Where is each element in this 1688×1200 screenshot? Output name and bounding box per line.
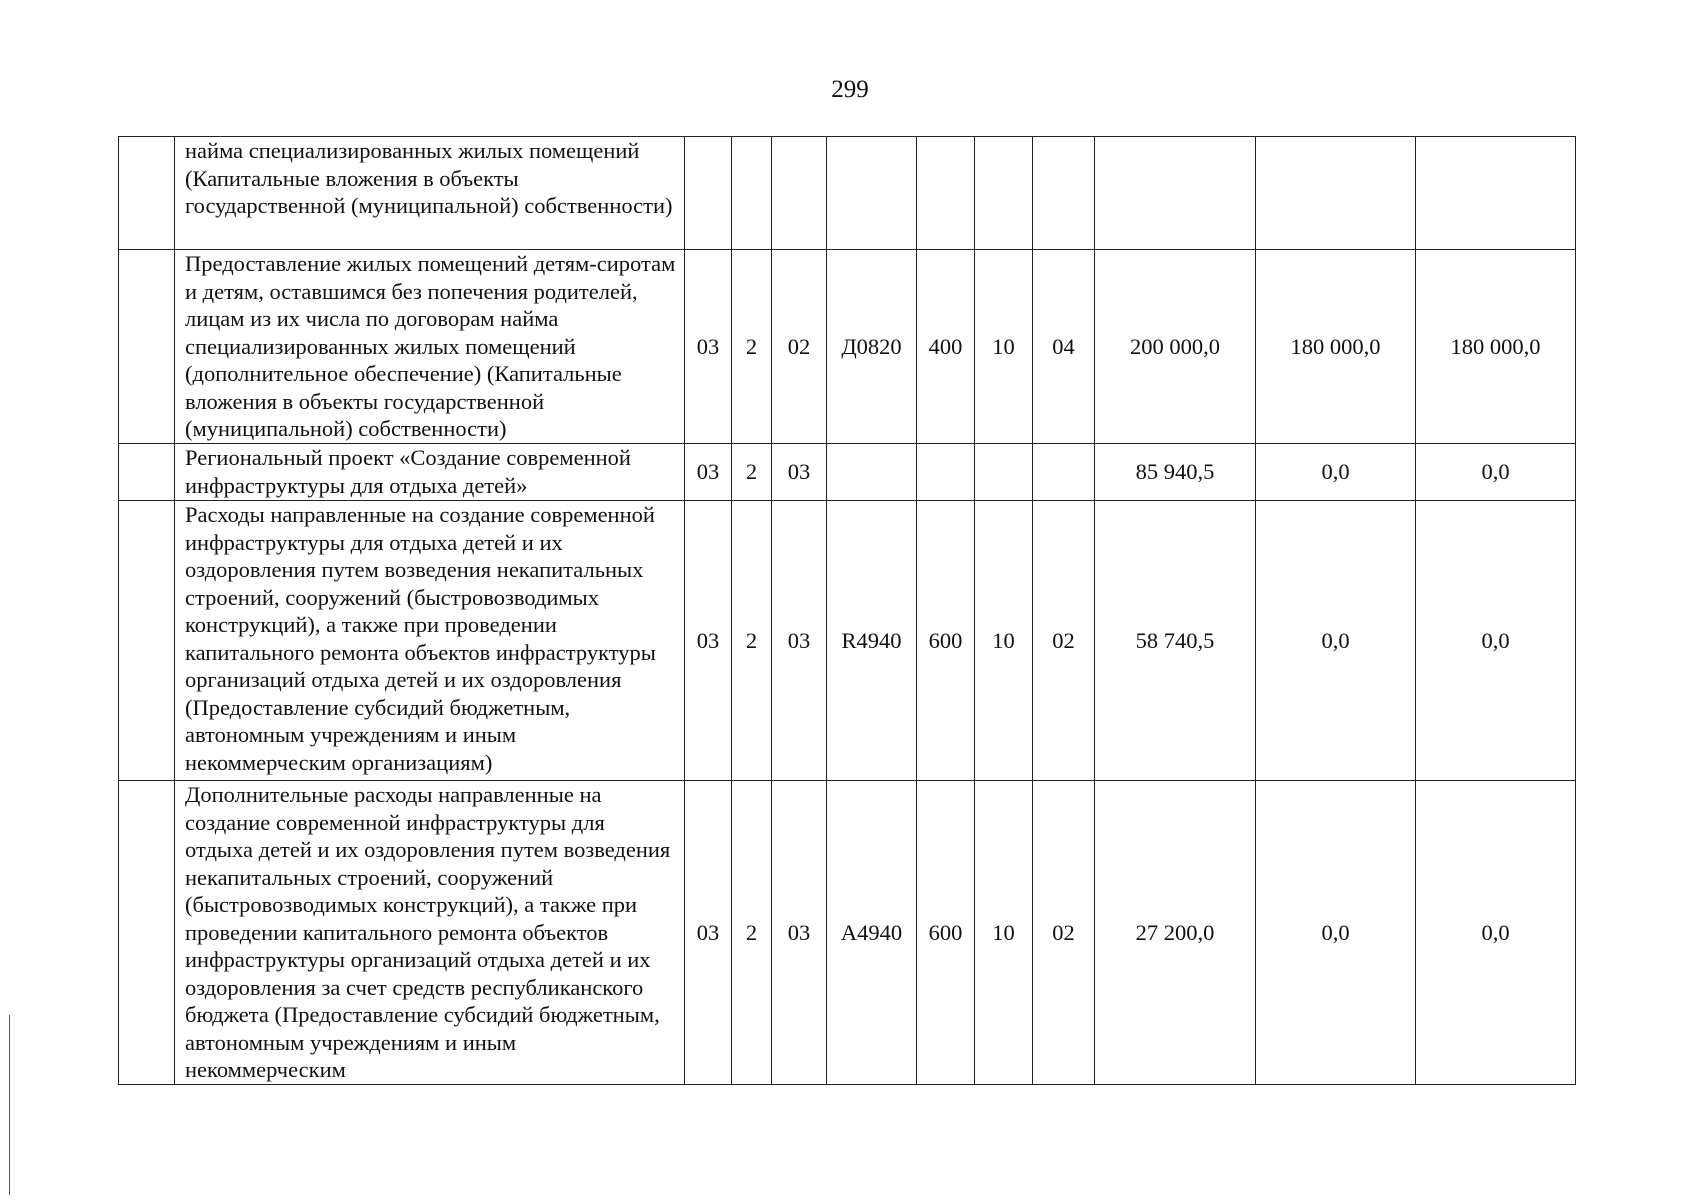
amount-1-cell: 200 000,0 [1095, 250, 1256, 444]
amount-3-cell: 180 000,0 [1416, 250, 1576, 444]
amount-3-cell: 0,0 [1416, 444, 1576, 501]
amount-3-cell: 0,0 [1416, 501, 1576, 781]
page-number: 299 [831, 76, 869, 103]
amount-1-cell: 27 200,0 [1095, 781, 1256, 1085]
expense-type-cell: 400 [917, 250, 975, 444]
subprogram-code-cell [732, 137, 772, 250]
expense-name-cell: найма специализированных жилых помещений (Капитальные вложения в объекты государственной (муниципальной) собственности) [175, 137, 685, 250]
amount-2-cell: 0,0 [1256, 444, 1416, 501]
section-code-cell: 10 [975, 781, 1033, 1085]
row-number-cell [119, 137, 175, 250]
section-code-cell: 10 [975, 501, 1033, 781]
direction-code-cell [827, 444, 917, 501]
expense-type-cell: 600 [917, 781, 975, 1085]
expense-type-cell [917, 137, 975, 250]
expense-type-cell [917, 444, 975, 501]
section-code-cell [975, 444, 1033, 501]
main-event-code-cell: 03 [772, 444, 827, 501]
program-code-cell: 03 [685, 250, 732, 444]
main-event-code-cell [772, 137, 827, 250]
subsection-code-cell: 04 [1033, 250, 1095, 444]
amount-2-cell: 0,0 [1256, 781, 1416, 1085]
program-code-cell [685, 137, 732, 250]
amount-1-cell: 58 740,5 [1095, 501, 1256, 781]
subsection-code-cell: 02 [1033, 501, 1095, 781]
budget-table [118, 136, 1576, 1085]
table-row [119, 250, 1576, 444]
subsection-code-cell: 02 [1033, 781, 1095, 1085]
row-number-cell [119, 444, 175, 501]
scan-margin-line [9, 1015, 10, 1195]
direction-code-cell [827, 137, 917, 250]
direction-code-cell: Д0820 [827, 250, 917, 444]
table-row [119, 137, 1576, 250]
subprogram-code-cell: 2 [732, 501, 772, 781]
direction-code-cell: R4940 [827, 501, 917, 781]
subsection-code-cell [1033, 137, 1095, 250]
amount-1-cell: 85 940,5 [1095, 444, 1256, 501]
table-row [119, 781, 1576, 1085]
section-code-cell [975, 137, 1033, 250]
table-row [119, 501, 1576, 781]
main-event-code-cell: 03 [772, 781, 827, 1085]
amount-3-cell [1416, 137, 1576, 250]
table-row [119, 444, 1576, 501]
direction-code-cell: А4940 [827, 781, 917, 1085]
row-number-cell [119, 501, 175, 781]
main-event-code-cell: 03 [772, 501, 827, 781]
subsection-code-cell [1033, 444, 1095, 501]
subprogram-code-cell: 2 [732, 444, 772, 501]
amount-2-cell: 180 000,0 [1256, 250, 1416, 444]
program-code-cell: 03 [685, 444, 732, 501]
main-event-code-cell: 02 [772, 250, 827, 444]
program-code-cell: 03 [685, 501, 732, 781]
expense-type-cell: 600 [917, 501, 975, 781]
amount-3-cell: 0,0 [1416, 781, 1576, 1085]
row-number-cell [119, 250, 175, 444]
section-code-cell: 10 [975, 250, 1033, 444]
subprogram-code-cell: 2 [732, 781, 772, 1085]
subprogram-code-cell: 2 [732, 250, 772, 444]
expense-name-cell: Региональный проект «Создание современной инфраструктуры для отдыха детей» [175, 444, 685, 501]
amount-2-cell: 0,0 [1256, 501, 1416, 781]
amount-2-cell [1256, 137, 1416, 250]
row-number-cell [119, 781, 175, 1085]
program-code-cell: 03 [685, 781, 732, 1085]
expense-name-cell: Дополнительные расходы направленные на создание современной инфраструктуры для отдыха детей и их оздоровления путем возведения некапитальных строений, сооружений (быстровозводимых конструкций), а также при проведении капитального ремонта объектов инфраструктуры организаций отдыха детей и их оздоровления за счет средств республиканского бюджета (Предоставление субсидий бюджетным, автономным учреждениям и иным некоммерческим [175, 781, 685, 1085]
amount-1-cell [1095, 137, 1256, 250]
expense-name-cell: Расходы направленные на создание современной инфраструктуры для отдыха детей и их оздоровления путем возведения некапитальных строений, сооружений (быстровозводимых конструкций), а также при проведении капитального ремонта объектов инфраструктуры организаций отдыха детей и их оздоровления (Предоставление субсидий бюджетным, автономным учреждениям и иным некоммерческим организациям) [175, 501, 685, 781]
expense-name-cell: Предоставление жилых помещений детям-сиротам и детям, оставшимся без попечения родителей, лицам из их числа по договорам найма специализированных жилых помещений (дополнительное обеспечение) (Капитальные вложения в объекты государственной (муниципальной) собственности) [175, 250, 685, 444]
